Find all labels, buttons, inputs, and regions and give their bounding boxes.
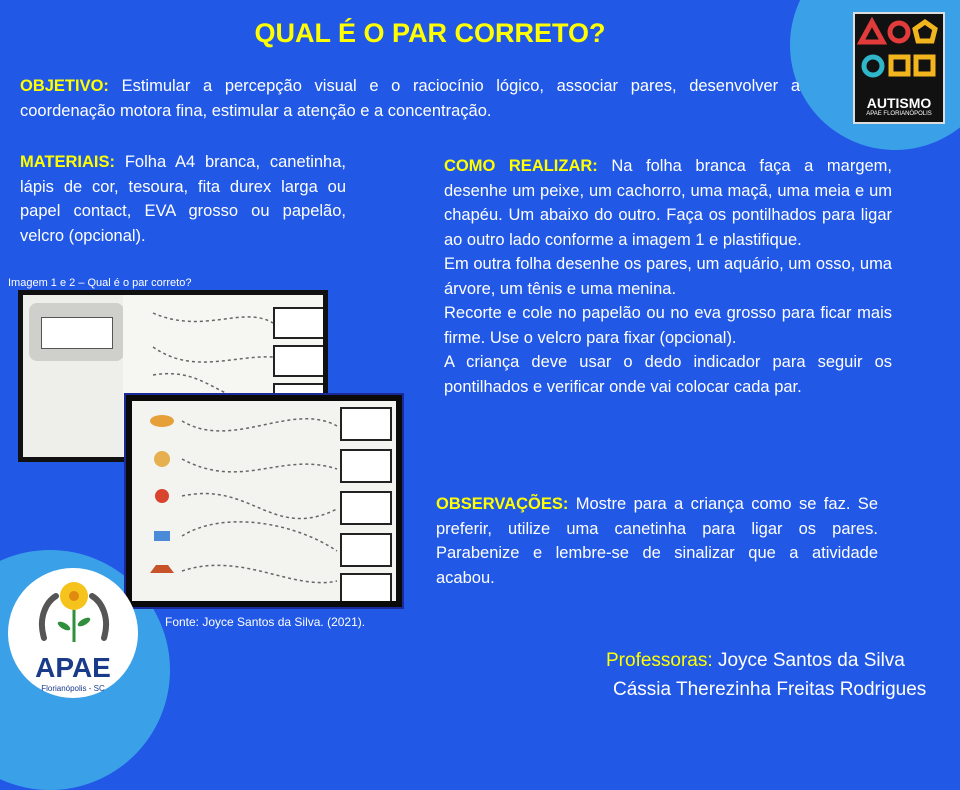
professoras-label: Professoras:	[606, 650, 713, 671]
observacoes-label: OBSERVAÇÕES:	[436, 495, 569, 513]
professora-name-1: Joyce Santos da Silva	[717, 650, 905, 671]
materiais-section	[20, 150, 346, 248]
autismo-logo-text: AUTISMO	[866, 95, 932, 111]
observacoes-text: Mostre para a criança como se faz. Se preferir, utilize uma canetinha para ligar os pares. Parabenize e lembre-se de sinalizar que a atividade acabou.	[436, 495, 878, 587]
como-realizar-label: COMO REALIZAR:	[444, 157, 598, 175]
observacoes-section	[436, 492, 878, 590]
autismo-logo-subtext: APAE FLORIANÓPOLIS	[866, 111, 932, 117]
materiais-label: MATERIAIS:	[20, 153, 116, 171]
image-caption: Imagem 1 e 2 – Qual é o par correto?	[8, 277, 192, 289]
professora-name-2: Cássia Therezinha Freitas Rodrigues	[613, 679, 927, 700]
page-title: QUAL É O PAR CORRETO?	[254, 18, 606, 48]
autismo-logo	[853, 12, 945, 124]
como-realizar-section	[444, 154, 892, 399]
autismo-shapes-icon	[855, 14, 943, 92]
como-realizar-text-2: Em outra folha desenhe os pares, um aquário, um osso, uma árvore, um tênis e uma menina.	[444, 255, 892, 298]
source-caption: Fonte: Joyce Santos da Silva. (2021).	[165, 615, 366, 629]
materiais-text: Folha A4 branca, canetinha, lápis de cor, tesoura, fita durex larga ou papel contact, EVA grosso ou papelão, velcro (opcional).	[20, 153, 346, 245]
objetivo-section	[20, 74, 800, 123]
como-realizar-text-4: A criança deve usar o dedo indicador para seguir os pontilhados e verificar onde vai colocar cada par.	[444, 353, 892, 396]
apae-logo-subtext: Florianópolis - SC	[41, 684, 105, 693]
objetivo-text: Estimular a percepção visual e o raciocínio lógico, associar pares, desenvolver a coordenação motora fina, estimular a atenção e a concentração.	[20, 77, 800, 120]
apae-logo-text: APAE	[35, 652, 111, 683]
como-realizar-text: Na folha branca faça a margem, desenhe um peixe, um cachorro, uma maçã, uma meia e um chapéu. Um abaixo do outro. Faça os pontilhados para ligar ao outro lado conforme a imagem 1 e plastifique.	[444, 157, 892, 249]
activity-photo-2	[126, 395, 402, 607]
apae-flower-icon	[36, 578, 112, 650]
objetivo-label: OBJETIVO:	[20, 77, 109, 95]
professoras-line-1	[606, 650, 905, 672]
apae-logo	[8, 568, 138, 718]
como-realizar-text-3: Recorte e cole no papelão ou no eva grosso para ficar mais firme. Use o velcro para fixar (opcional).	[444, 304, 892, 347]
